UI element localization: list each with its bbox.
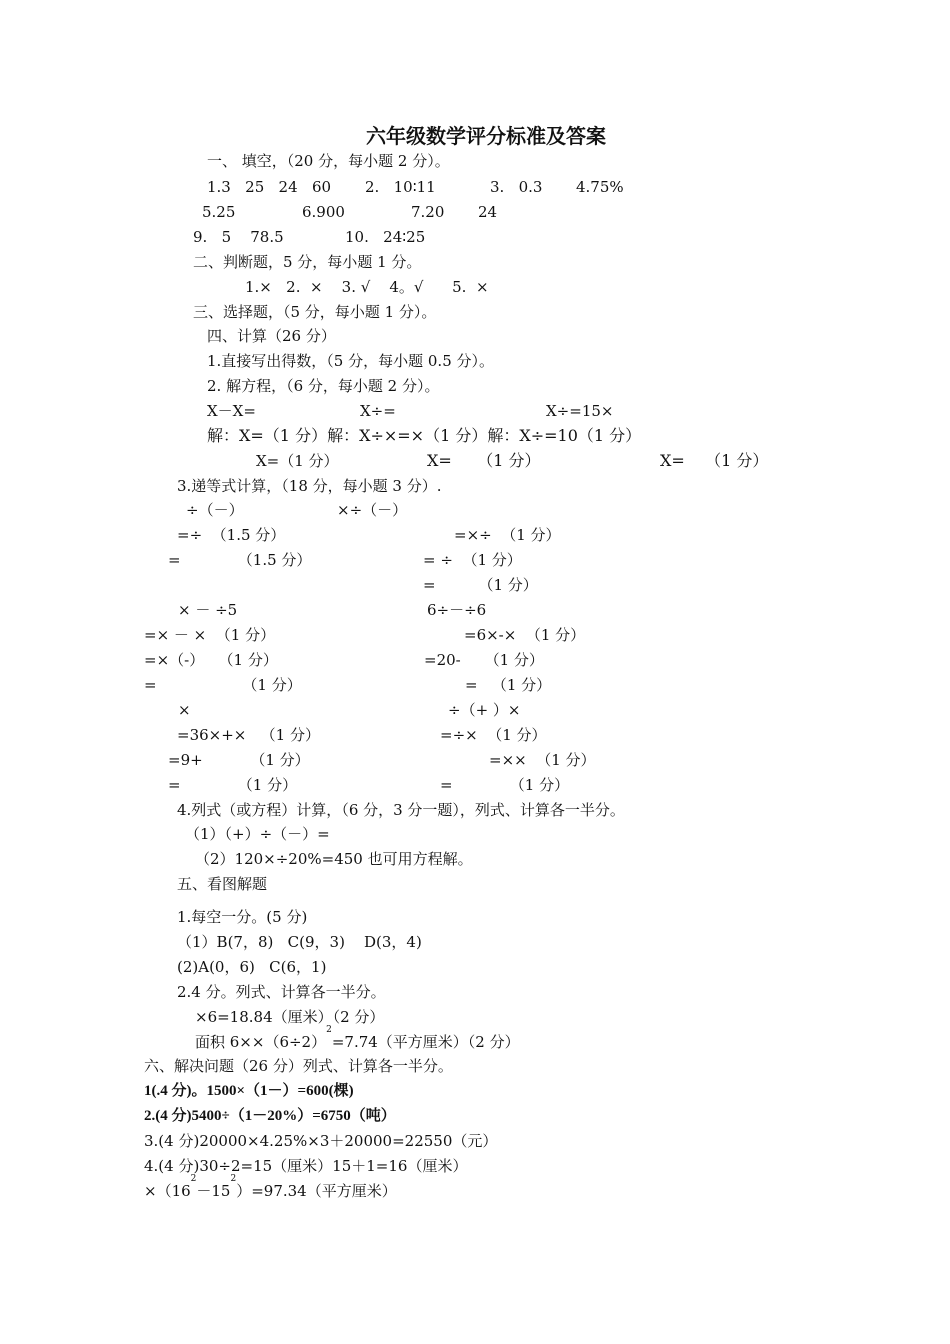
calc-word-problems: 4.列式（或方程）计算，（6 分，3 分一题），列式、计算各一半分。 bbox=[177, 801, 625, 819]
calc-3-line-4: = （1 分） bbox=[144, 676, 302, 694]
graph-1-part-2: (2)A(0，6) C(6，1) bbox=[177, 958, 327, 976]
answer-9: 9. 5 78.5 bbox=[193, 228, 284, 246]
superscript-2b: 2 bbox=[230, 1174, 237, 1184]
equation-result-1: X=（1 分） bbox=[256, 452, 339, 470]
area-text-a: 面积 6××（6÷2） bbox=[195, 1033, 327, 1051]
calc-5-line-2: =36×+× （1 分） bbox=[177, 726, 320, 744]
section-calculation: 四、计算（26 分） bbox=[207, 327, 336, 345]
superscript-2: 2 bbox=[326, 1025, 332, 1035]
calc-4-line-2: =6×-× （1 分） bbox=[464, 626, 586, 644]
answer-8: 24 bbox=[478, 203, 498, 221]
equation-1: X－X= bbox=[207, 402, 256, 420]
graph-2: 2.4 分。列式、计算各一半分。 bbox=[177, 983, 386, 1001]
equation-result-3: X= （1 分） bbox=[660, 451, 769, 470]
problem-4-area bbox=[144, 1174, 397, 1201]
calc-3-line-2: =× － × （1 分） bbox=[144, 626, 276, 644]
page-title: 六年级数学评分标准及答案 bbox=[366, 124, 606, 148]
calc-6-line-2: =÷× （1 分） bbox=[440, 726, 547, 744]
calc-5-line-3: =9+ （1 分） bbox=[168, 751, 310, 769]
calc-4-line-3: =20- （1 分） bbox=[424, 651, 544, 669]
section-choice: 三、选择题，（5 分，每小题 1 分）。 bbox=[193, 303, 437, 321]
superscript-2a: 2 bbox=[190, 1174, 197, 1184]
word-problem-2: （2）120×÷20%=450 也可用方程解。 bbox=[195, 850, 473, 868]
calc-equations: 2. 解方程，（6 分，每小题 2 分）。 bbox=[207, 377, 440, 395]
area-text-b: =7.74（平方厘米）（2 分） bbox=[331, 1033, 520, 1051]
calc-2-line-1: ×÷（－） bbox=[337, 501, 408, 519]
graph-2-area bbox=[195, 1025, 520, 1052]
equation-result-2: X= （1 分） bbox=[427, 451, 541, 470]
answer-5: 5.25 bbox=[202, 203, 236, 221]
calc-5-line-4: = （1 分） bbox=[168, 776, 298, 794]
calc-1-line-2: =÷ （1.5 分） bbox=[177, 526, 286, 544]
calc-6-line-3: =×× （1 分） bbox=[489, 751, 596, 769]
answer-3: 3. 0.3 bbox=[490, 178, 543, 196]
equation-2: X÷= bbox=[360, 402, 396, 420]
calc-5-line-1: × bbox=[178, 701, 191, 719]
answer-7: 7.20 bbox=[411, 203, 445, 221]
calc-1-line-1: ÷（－） bbox=[186, 501, 244, 519]
problem-2: 2.(4 分)5400÷（1－20%）=6750（吨） bbox=[144, 1108, 396, 1124]
area-part-2: －15 bbox=[196, 1182, 231, 1200]
calc-1-line-3: = （1.5 分） bbox=[168, 551, 312, 569]
section-graph: 五、看图解题 bbox=[177, 875, 268, 893]
graph-2-perimeter: ×6=18.84（厘米）（2 分） bbox=[195, 1008, 385, 1026]
section-fill-blank: 一、 填空，（20 分，每小题 2 分）。 bbox=[207, 152, 450, 170]
calc-6-line-4: = （1 分） bbox=[440, 776, 570, 794]
problem-4: 4.(4 分)30÷2=15（厘米）15＋1=16（厘米） bbox=[144, 1157, 468, 1175]
calc-direct: 1.直接写出得数，（5 分，每小题 0.5 分）。 bbox=[207, 352, 495, 370]
answer-1: 1.3 25 24 60 bbox=[207, 178, 332, 196]
equation-3: X÷=15× bbox=[546, 402, 614, 420]
calc-2-line-2: =×÷ （1 分） bbox=[454, 526, 561, 544]
calc-3-line-3: =×（-） （1 分） bbox=[144, 651, 278, 669]
word-problem-1: （1）（+）÷（－）= bbox=[185, 825, 330, 843]
problem-3: 3.(4 分)20000×4.25%×3＋20000=22550（元） bbox=[144, 1132, 498, 1150]
calc-6-line-1: ÷（+ ）× bbox=[448, 701, 521, 719]
area-part-1: ×（16 bbox=[144, 1182, 191, 1200]
area-part-3: ）=97.34（平方厘米） bbox=[236, 1182, 397, 1200]
answer-6: 6.900 bbox=[302, 203, 345, 221]
calc-4-line-4: = （1 分） bbox=[465, 676, 552, 694]
judgment-answers: 1.× 2. × 3. √ 4。√ 5. × bbox=[245, 278, 489, 296]
section-problems: 六、解决问题（26 分）列式、计算各一半分。 bbox=[144, 1057, 453, 1075]
calc-2-line-4: = （1 分） bbox=[423, 576, 538, 594]
answer-4: 4.75% bbox=[576, 178, 624, 196]
graph-1: 1.每空一分。(5 分) bbox=[177, 908, 308, 926]
answer-10: 10. 24∶25 bbox=[345, 228, 426, 246]
equation-solutions: 解：X=（1 分）解：X÷×=×（1 分）解：X÷=10（1 分） bbox=[207, 426, 642, 445]
problem-1: 1(.4 分)。1500×（1－）=600(棵) bbox=[144, 1083, 354, 1099]
section-judgment: 二、判断题，5 分，每小题 1 分。 bbox=[193, 253, 422, 271]
answer-2: 2. 10∶11 bbox=[365, 178, 436, 196]
calc-stepwise: 3.递等式计算，（18 分，每小题 3 分）. bbox=[177, 477, 442, 495]
graph-1-part-1: （1）B(7，8) C(9，3) D(3，4) bbox=[177, 933, 422, 951]
calc-3-line-1: × － ÷5 bbox=[178, 601, 238, 619]
calc-2-line-3: = ÷ （1 分） bbox=[423, 551, 522, 569]
calc-4-line-1: 6÷－÷6 bbox=[427, 601, 487, 619]
